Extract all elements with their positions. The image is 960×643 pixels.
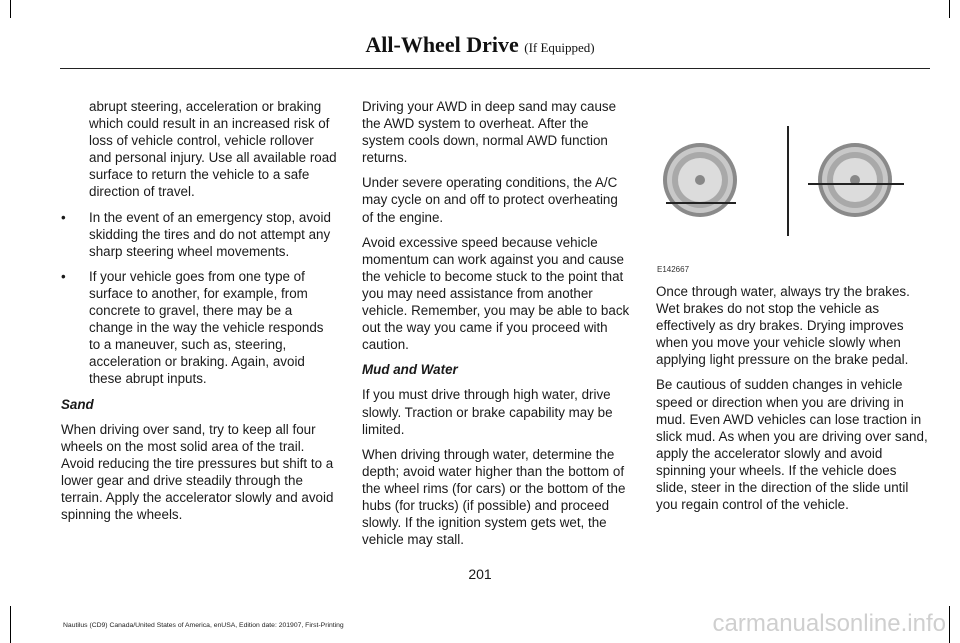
list-item [61,268,337,388]
page-number: 201 [468,566,492,582]
column-1 [61,98,337,531]
column-3 [656,283,928,521]
crop-mark-bottom-left [10,606,11,643]
paragraph: Under severe operating conditions, the A/C may cycle on and off to protect overheating of the engine. [362,175,618,225]
paragraph: Driving your AWD in deep sand may cause the AWD system to overheat. After the system cools down, normal AWD function returns. [362,99,617,166]
bullet-icon: • [61,268,66,284]
paragraph: If you must drive through high water, drive slowly. Traction or brake capability may be limited. [362,387,613,437]
paragraph: When driving through water, determine the depth; avoid water higher than the bottom of the wheel rims (for cars) or the bottom of the hubs (for trucks) (if possible) and proceed slowly. If the ignition system gets wet, the vehicle may stall. [362,446,626,548]
figure-id: E142667 [657,265,690,274]
list-item [61,209,337,260]
car-wheel-icon [663,143,737,217]
list-item-text: In the event of an emergency stop, avoid skidding the tires and do not attempt any sharp steering wheel movements. [89,209,331,259]
header-divider [60,68,930,69]
sand-heading: Sand [61,396,94,412]
truck-wheel-icon [808,143,904,217]
water-depth-figure [656,120,936,280]
paragraph: Avoid excessive speed because vehicle momentum can work against you and cause the vehicle to become stuck to the point that you may need assistance from another vehicle. Remember, you may be able to back out the way you came if you proceed with caution. [362,234,630,353]
crop-mark-top-right [949,0,950,18]
mud-water-heading: Mud and Water [362,362,458,378]
watermark: carmanualsonline.info [712,610,946,637]
intro-paragraph: abrupt steering, acceleration or braking which could result in an increased risk of loss of vehicle control, vehicle rollover and personal injury. Use all available road surface to return the vehicle to a safe direction of travel. [89,99,337,200]
column-2 [362,98,632,556]
sand-paragraph: When driving over sand, try to keep all four wheels on the most solid area of the trail. Avoid reducing the tire pressures but shift to a lower gear and drive steadily through the terrain. Apply the accelerator slowly and avoid spinning the wheels. [61,421,334,523]
paragraph: Once through water, always try the brakes. Wet brakes do not stop the vehicle as effectively as dry brakes. Drying improves when you move your vehicle slowly when applying light pressure on the brake pedal. [656,284,910,368]
paragraph: Be cautious of sudden changes in vehicle speed or direction when you are driving in mud. Even AWD vehicles can lose traction in slick mud. As when you are driving over sand, apply the accelerator slowly and avoid spinning your wheels. If the vehicle does slide, steer in the direction of the slide until you regain control of the vehicle. [656,377,928,513]
list-item-text: If your vehicle goes from one type of surface to another, for example, from concrete to gravel, there may be a change in the way the vehicle responds to a maneuver, such as, steering, acceleration or braking. Again, avoid these abrupt inputs. [89,268,324,387]
page-title [0,32,960,58]
page-title-text: All-Wheel Drive [365,32,519,57]
crop-mark-bottom-right [949,606,950,643]
crop-mark-top-left [10,0,11,18]
bullet-icon: • [61,209,66,225]
page-title-subtitle: (If Equipped) [524,40,595,55]
footer-edition-text: Nautilus (CD9) Canada/United States of America, enUSA, Edition date: 201907, First-Printing [63,622,344,629]
